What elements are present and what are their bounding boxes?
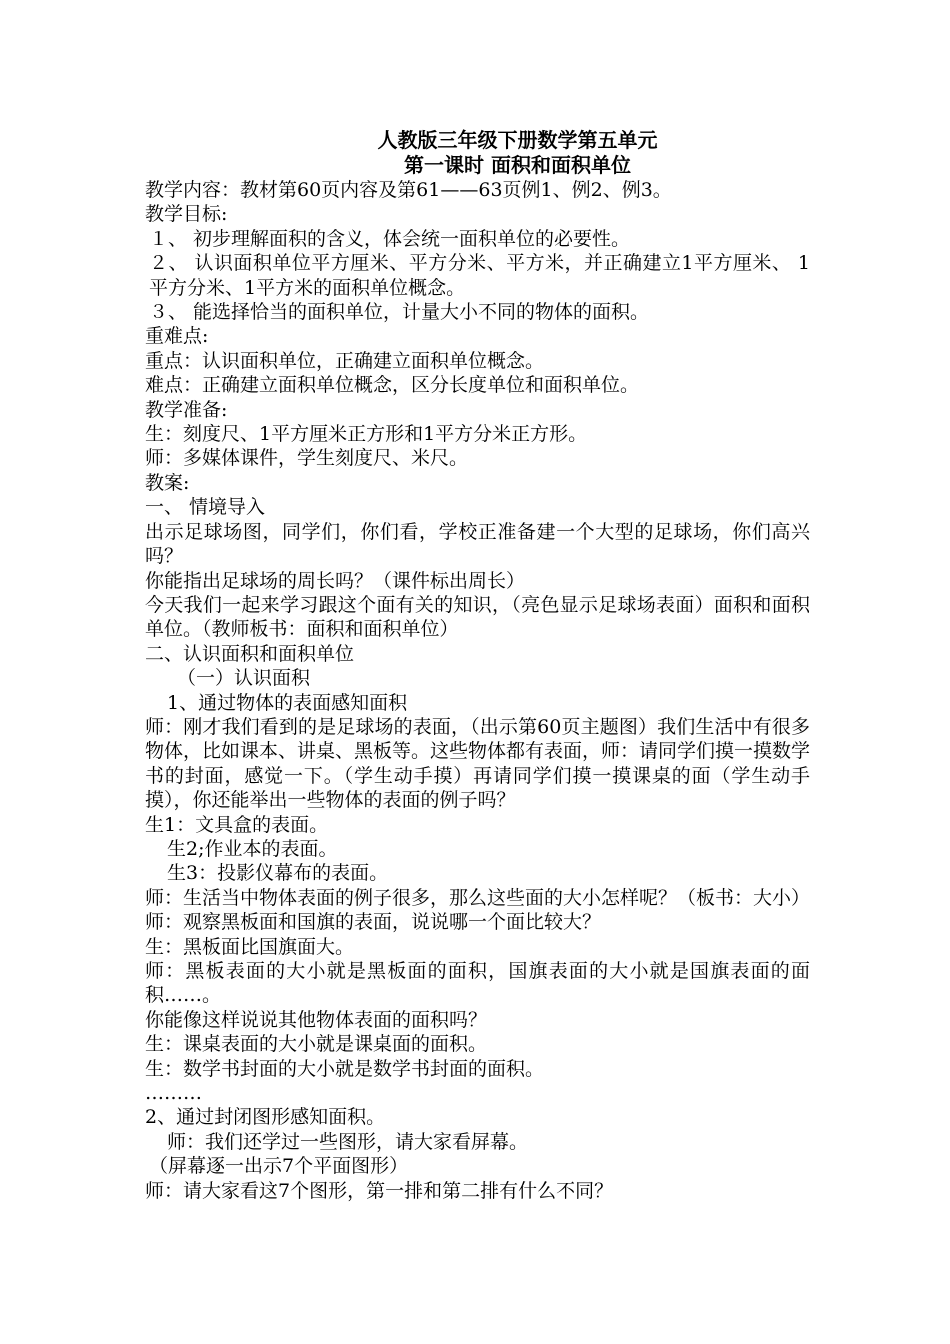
paragraph-line: 师：我们还学过一些图形，请大家看屏幕。 (167, 1130, 529, 1153)
paragraph-line: 二、认识面积和面积单位 (145, 642, 355, 665)
paragraph-line: 重点：认识面积单位，正确建立面积单位概念。 (145, 349, 545, 372)
paragraph-line: 师：生活当中物体表面的例子很多，那么这些面的大小怎样呢？（板书：大小） (145, 886, 811, 909)
paragraph-line: 生：课桌表面的大小就是课桌面的面积。 (145, 1033, 488, 1056)
paragraph-line: ３、 能选择恰当的面积单位，计量大小不同的物体的面积。 (149, 301, 650, 324)
lesson-body (145, 178, 810, 1203)
paragraph-line: 重难点: (145, 325, 209, 348)
lesson-subtitle: 第一课时 面积和面积单位 (404, 153, 631, 177)
paragraph-line: 师：多媒体课件，学生刻度尺、米尺。 (145, 447, 469, 470)
document-title: 人教版三年级下册数学第五单元 (377, 128, 658, 152)
paragraph-line: 生1：文具盒的表面。 (145, 813, 329, 836)
paragraph-line: 你能像这样说说其他物体表面的面积吗？ (145, 1008, 488, 1031)
paragraph-line: 一、 情境导入 (145, 496, 266, 519)
paragraph-line: ２、 认识面积单位平方厘米、平方分米、平方米，并正确建立1平方厘米、 1平方分米、1平方米的面积单位概念。 (149, 252, 810, 299)
paragraph-line: 师：黑板表面的大小就是黑板面的面积，国旗表面的大小就是国旗表面的面积……。 (145, 960, 810, 1007)
paragraph-line: 教学目标: (145, 203, 228, 226)
paragraph-line: 出示足球场图，同学们，你们看，学校正准备建一个大型的足球场，你们高兴吗？ (145, 520, 810, 568)
paragraph-line: 教学内容：教材第60页内容及第61——63页例1、例2、例3。 (145, 179, 672, 201)
paragraph-line: 你能指出足球场的周长吗？（课件标出周长） (145, 569, 526, 592)
paragraph-line: 师：请大家看这7个图形，第一排和第二排有什么不同？ (145, 1179, 614, 1202)
paragraph-line: ……… (145, 1082, 202, 1105)
paragraph-line: 师：观察黑板面和国旗的表面，说说哪一个面比较大？ (145, 911, 602, 934)
paragraph-line: 教学准备: (145, 398, 228, 421)
paragraph-line: 教案: (145, 471, 190, 494)
paragraph-line: １、 初步理解面积的含义，体会统一面积单位的必要性。 (149, 227, 631, 250)
paragraph-line: 生：刻度尺、1平方厘米正方形和1平方分米正方形。 (145, 423, 588, 446)
paragraph-line: 生2;作业本的表面。 (167, 837, 338, 860)
paragraph-line: （屏幕逐一出示7个平面图形） (149, 1155, 409, 1178)
paragraph-line: 生：数学书封面的大小就是数学书封面的面积。 (145, 1057, 545, 1080)
paragraph-line: 难点：正确建立面积单位概念，区分长度单位和面积单位。 (145, 374, 640, 397)
paragraph-line: 生3：投影仪幕布的表面。 (167, 862, 389, 885)
paragraph-line: 今天我们一起来学习跟这个面有关的知识，（亮色显示足球场表面）面积和面积单位。（教师板书：面积和面积单位） (145, 593, 810, 641)
paragraph-line: 生：黑板面比国旗面大。 (145, 935, 355, 958)
paragraph-line: 2、通过封闭图形感知面积。 (145, 1106, 386, 1129)
paragraph-line: （一）认识面积 (177, 667, 311, 690)
document-page (145, 128, 810, 1203)
paragraph-line: 师：刚才我们看到的是足球场的表面，（出示第60页主题图）我们生活中有很多物体，比如课本、讲桌、黑板等。这些物体都有表面，师：请同学们摸一摸数学书的封面，感觉一下。（学生动手摸）再请同学们摸一摸课桌的面（学生动手摸），你还能举出一些物体的表面的例子吗？ (145, 715, 811, 812)
paragraph-line: 1、通过物体的表面感知面积 (167, 691, 408, 714)
